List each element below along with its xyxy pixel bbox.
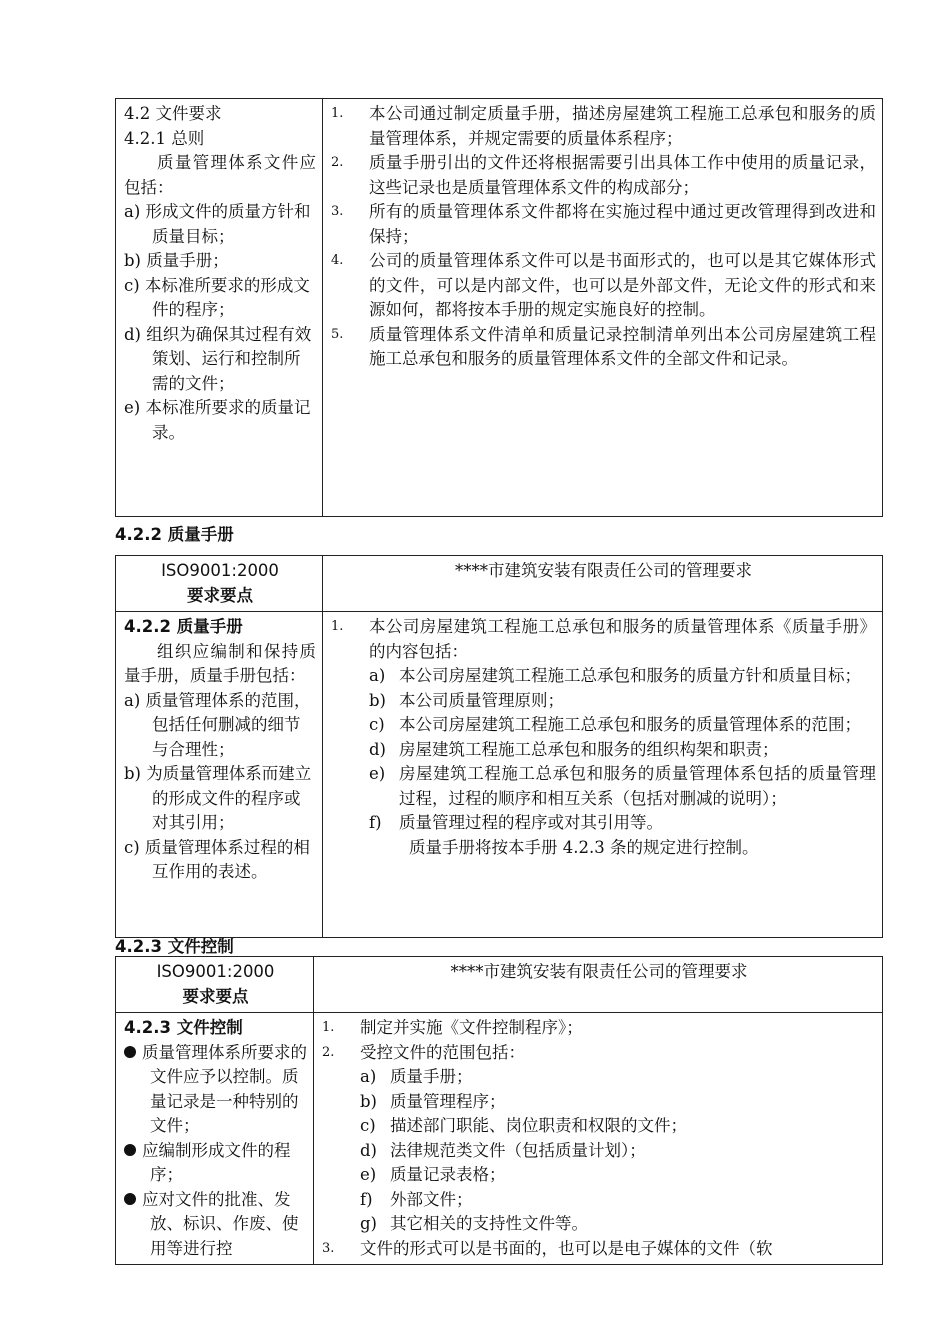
item-text: 所有的质量管理体系文件都将在实施过程中通过更改管理得到改进和保持； [369,202,876,246]
list-item: b) 质量手册； [124,251,229,270]
list-item: c) 本标准所要求的形成文件的程序； [124,275,310,319]
sub-item-text: 本公司房屋建筑工程施工总承包和服务的质量管理体系的范围； [399,715,861,734]
sub-item-text: 本公司房屋建筑工程施工总承包和服务的质量方针和质量目标； [399,666,861,685]
numbered-item [331,102,876,151]
sub-item-text: 质量手册； [390,1067,473,1086]
intro-text: 质量管理体系文件应包括： [124,153,316,197]
item-number: 2. [322,1044,335,1060]
sub-item-letter: b) [369,690,386,710]
right-cell-management [323,99,883,517]
bullet-item [124,1188,307,1262]
sub-item [331,689,876,714]
sub-item [331,664,876,689]
table-4-2-general [115,98,883,517]
sub-item [322,1163,876,1188]
table-4-2-2-quality-manual [115,555,883,938]
left-cell-requirements [116,612,323,938]
sub-item-text: 房屋建筑工程施工总承包和服务的组织构架和职责； [399,739,779,759]
sub-item [322,1188,876,1213]
standard-label: ISO9001:2000 [156,962,275,981]
bullet-icon [124,1144,136,1156]
item-number: 3. [322,1240,335,1256]
sub-item-text: 质量记录表格； [390,1165,506,1184]
bullet-item [124,1041,307,1139]
item-number: 1. [322,1020,335,1035]
numbered-item [322,1016,876,1041]
sub-item-text: 描述部门职能、岗位职责和权限的文件； [390,1116,687,1135]
numbered-item [331,200,876,249]
bullet-text: 质量管理体系所要求的文件应予以控制。质量记录是一种特别的文件； [142,1042,307,1135]
sub-item-letter: c) [360,1116,376,1135]
right-cell-management [323,612,883,938]
standard-label: ISO9001:2000 [161,561,279,580]
numbered-item [331,323,876,372]
list-item: b) 为质量管理体系而建立的形成文件的程序或对其引用； [124,764,312,832]
item-number: 3. [331,204,344,219]
header-left [116,556,323,612]
left-cell-requirements [116,1013,314,1265]
sub-item-letter: f) [369,813,382,832]
list-item: a) 质量管理体系的范围，包括任何删减的细节与合理性； [124,690,311,759]
numbered-item [331,249,876,323]
sub-item-text: 本公司质量管理原则； [399,690,564,710]
sub-item-text: 质量管理过程的程序或对其引用等。 [399,813,663,832]
requirements-label: 要求要点 [182,986,249,1006]
bullet-icon [124,1193,136,1205]
sub-item [331,762,876,811]
sub-item [331,811,876,836]
sub-item-letter: d) [369,739,386,759]
list-item: c) 质量管理体系过程的相互作用的表述。 [124,837,310,881]
sub-item [322,1065,876,1090]
sub-item-letter: d) [360,1140,377,1160]
numbered-item [322,1041,876,1066]
item-text: 公司的质量管理体系文件可以是书面形式的，也可以是其它媒体形式的文件，可以是内部文件，也可以是外部文件，无论文件的形式和来源如何，都将按本手册的规定实施良好的控制。 [369,251,876,319]
sub-item-letter: b) [360,1091,377,1111]
header-right: ****市建筑安装有限责任公司的管理要求 [314,957,883,1013]
sub-item-text: 房屋建筑工程施工总承包和服务的质量管理体系包括的质量管理过程，过程的顺序和相互关系（包括对删减的说明）； [399,764,876,808]
sub-item-letter: a) [369,666,386,685]
sub-item [322,1114,876,1139]
item-number: 2. [331,155,344,170]
item-text: 受控文件的范围包括： [360,1042,525,1062]
item-number: 4. [331,253,344,268]
numbered-item [322,1237,876,1262]
header-left [116,957,314,1013]
sub-item [322,1090,876,1115]
numbered-item [331,151,876,200]
left-cell-requirements [116,99,323,517]
section-label: 4.2 文件要求 [124,104,222,123]
item-text: 质量管理体系文件清单和质量记录控制清单列出本公司房屋建筑工程施工总承包和服务的质量管理体系文件的全部文件和记录。 [369,324,876,368]
item-text: 本公司通过制定质量手册，描述房屋建筑工程施工总承包和服务的质量管理体系，并规定需要的质量体系程序； [369,104,876,148]
item-text: 文件的形式可以是书面的，也可以是电子媒体的文件（软 [360,1238,773,1258]
right-cell-management [314,1013,883,1265]
sub-item [331,713,876,738]
sub-item-text: 质量管理程序； [390,1091,506,1111]
sub-item-text: 外部文件； [390,1189,473,1209]
clause-title: 4.2.3 文件控制 [124,1018,243,1037]
item-text: 制定并实施《文件控制程序》； [360,1018,583,1037]
sub-item-text: 其它相关的支持性文件等。 [390,1214,588,1233]
item-number: 1. [331,619,344,634]
header-right: ****市建筑安装有限责任公司的管理要求 [323,556,883,612]
sub-item-letter: e) [360,1165,377,1184]
list-item: a) 形成文件的质量方针和质量目标； [124,202,311,246]
subsection-label: 4.2.1 总则 [124,128,205,148]
sub-item-letter: g) [360,1214,377,1233]
list-item: d) 组织为确保其过程有效策划、运行和控制所需的文件； [124,324,312,393]
list-item: e) 本标准所要求的质量记录。 [124,398,311,442]
clause-title: 4.2.2 质量手册 [124,617,243,636]
sub-item-letter: c) [369,715,385,734]
sub-item [331,738,876,763]
bullet-item [124,1139,307,1188]
sub-item-letter: a) [360,1067,377,1086]
sub-item-letter: f) [360,1189,373,1209]
item-text: 本公司房屋建筑工程施工总承包和服务的质量管理体系《质量手册》的内容包括： [369,617,876,661]
item-number: 1. [331,106,344,121]
numbered-item [331,615,876,664]
sub-item-text: 法律规范类文件（包括质量计划）； [390,1140,646,1160]
section-heading-document-control: 4.2.3 文件控制 [115,937,234,956]
sub-item [322,1212,876,1237]
requirements-label: 要求要点 [187,585,253,605]
control-note: 质量手册将按本手册 4.2.3 条的规定进行控制。 [409,837,759,857]
section-heading-quality-manual: 4.2.2 质量手册 [115,525,234,544]
table-4-2-3-document-control [115,956,883,1265]
bullet-icon [124,1046,136,1058]
bullet-text: 应对文件的批准、发放、标识、作废、使用等进行控 [142,1189,299,1258]
intro-text: 组织应编制和保持质量手册，质量手册包括： [124,641,316,685]
sub-item-letter: e) [369,764,386,783]
item-number: 5. [331,326,344,342]
bullet-text: 应编制形成文件的程序； [142,1140,291,1184]
item-text: 质量手册引出的文件还将根据需要引出具体工作中使用的质量记录，这些记录也是质量管理体系文件的构成部分； [369,153,876,197]
sub-item [322,1139,876,1164]
